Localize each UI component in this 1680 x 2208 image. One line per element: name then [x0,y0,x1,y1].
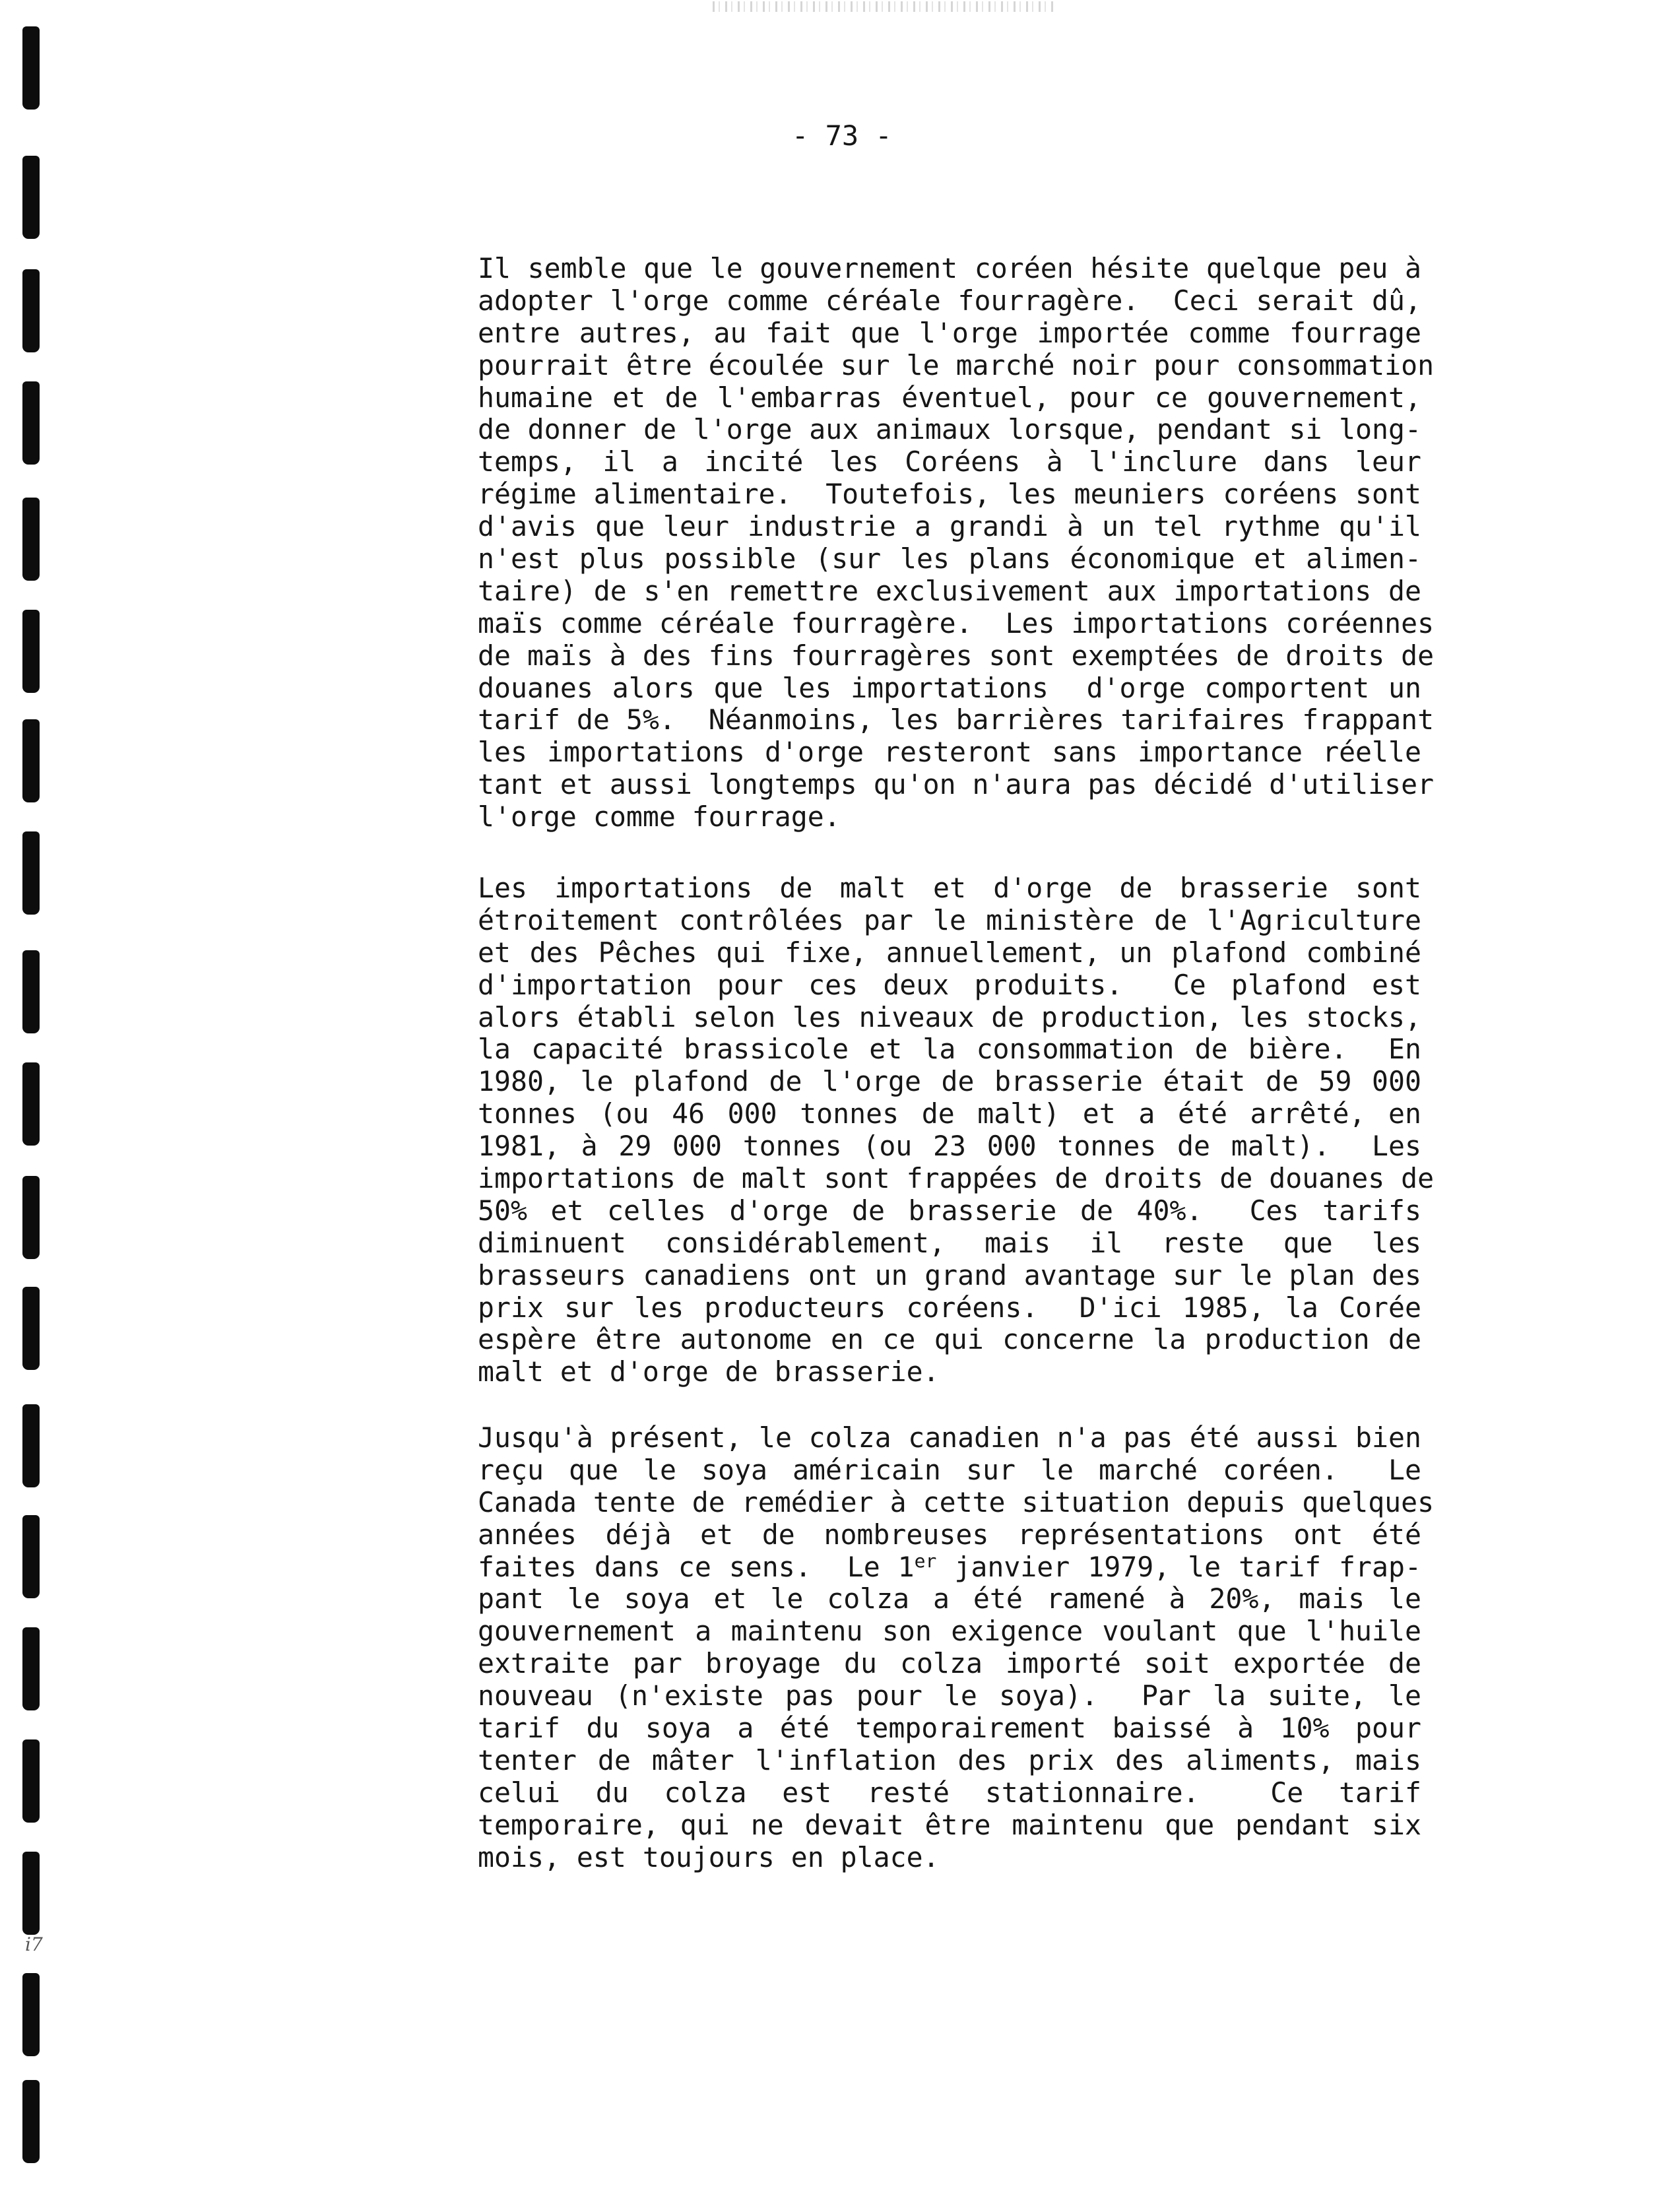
text-line: malt et d'orge de brasserie. [478,1355,940,1388]
binder-mark [22,26,40,110]
text-line: maïs comme céréale fourragère. Les importations coréennes [478,606,1435,639]
page-number: - 73 - [792,119,892,152]
text-line: celui du colza est resté stationnaire. Ce tarif [478,1776,1421,1809]
text-line: pourrait être écoulée sur le marché noir pour consommation [478,348,1435,381]
binder-mark [22,381,40,465]
text-line: taire) de s'en remettre exclusivement aux importations de [478,574,1421,607]
binder-mark [22,1627,40,1710]
text-line: tonnes (ou 46 000 tonnes de malt) et a été arrêté, en [478,1097,1421,1130]
text-line: nouveau (n'existe pas pour le soya). Par la suite, le [478,1679,1421,1712]
text-line: brasseurs canadiens ont un grand avantage sur le plan des [478,1258,1421,1291]
text-line: 50% et celles d'orge de brasserie de 40%. Ces tarifs [478,1194,1421,1227]
paragraph-barley [478,252,1435,833]
text-line: humaine et de l'embarras éventuel, pour ce gouvernement, [478,381,1421,414]
scan-noise [713,1,1056,12]
text-line: 1980, le plafond de l'orge de brasserie était de 59 000 [478,1065,1421,1098]
binder-mark [22,1176,40,1259]
text-line: de donner de l'orge aux animaux lorsque, pendant si long- [478,413,1421,446]
text-line: régime alimentaire. Toutefois, les meuniers coréens sont [478,478,1421,511]
binder-mark [22,2080,40,2163]
text-line: étroitement contrôlées par le ministère de l'Agriculture [478,903,1421,936]
text-line: Canada tente de remédier à cette situation depuis quelques [478,1485,1435,1518]
text-line: la capacité brassicole et la consommation de bière. En [478,1033,1421,1066]
text-line: les importations d'orge resteront sans importance réelle [478,736,1421,769]
text-line: gouvernement a maintenu son exigence voulant que l'huile [478,1615,1421,1648]
text-line: espère être autonome en ce qui concerne la production de [478,1323,1421,1356]
binder-mark [22,610,40,693]
text-line: n'est plus possible (sur les plans économique et alimen- [478,542,1421,575]
text-line: temps, il a incité les Coréens à l'inclure dans leur [478,445,1421,478]
text-line: tant et aussi longtemps qu'on n'aura pas décidé d'utiliser [478,768,1435,801]
text-line: mois, est toujours en place. [478,1840,940,1873]
text-line: entre autres, au fait que l'orge importée comme fourrage [478,316,1421,349]
binder-mark [22,156,40,239]
text-line: et des Pêches qui fixe, annuellement, un plafond combiné [478,936,1421,969]
text-line: de maïs à des fins fourragères sont exemptées de droits de [478,639,1435,672]
text-fragment: janvier 1979, le tarif frap- [936,1550,1421,1583]
text-line: prix sur les producteurs coréens. D'ici 1985, la Corée [478,1291,1421,1324]
text-line: d'avis que leur industrie a grandi à un tel rythme qu'il [478,510,1421,543]
text-line: tarif de 5%. Néanmoins, les barrières tarifaires frappant [478,703,1435,736]
binder-mark [22,1515,40,1598]
paragraph-malt [478,872,1435,1388]
text-line: pant le soya et le colza a été ramené à 20%, mais le [478,1582,1421,1615]
text-line: importations de malt sont frappées de droits de douanes de [478,1162,1435,1195]
text-line: 1981, à 29 000 tonnes (ou 23 000 tonnes de malt). Les [478,1130,1421,1163]
binder-mark [22,1404,40,1487]
binder-mark [22,719,40,802]
binder-mark [22,498,40,581]
binder-mark [22,1739,40,1823]
text-line-with-superscript [478,1551,1421,1584]
text-line: tenter de mâter l'inflation des prix des aliments, mais [478,1743,1421,1776]
text-line: années déjà et de nombreuses représentations ont été [478,1518,1421,1551]
text-line: d'importation pour ces deux produits. Ce plafond est [478,968,1421,1001]
text-line: reçu que le soya américain sur le marché coréen. Le [478,1453,1421,1486]
paragraph-canola [478,1421,1435,1873]
text-line: alors établi selon les niveaux de production, les stocks, [478,1000,1421,1033]
text-line: tarif du soya a été temporairement baissé à 10% pour [478,1712,1421,1745]
binder-mark [22,1852,40,1935]
margin-note: i7 [25,1933,43,1955]
text-line: douanes alors que les importations d'orge comportent un [478,671,1421,704]
text-line: Il semble que le gouvernement coréen hésite quelque peu à [478,252,1421,284]
text-line: adopter l'orge comme céréale fourragère. Ceci serait dû, [478,284,1421,317]
ordinal-superscript: er [914,1549,937,1572]
binder-mark [22,1062,40,1146]
text-line: temporaire, qui ne devait être maintenu que pendant six [478,1808,1421,1841]
text-line: Jusqu'à présent, le colza canadien n'a pas été aussi bien [478,1421,1421,1454]
binder-mark [22,1973,40,2056]
binder-mark [22,269,40,352]
text-fragment: faites dans ce sens. Le 1 [478,1550,915,1583]
binder-mark [22,831,40,915]
text-line: l'orge comme fourrage. [478,800,841,833]
binder-mark [22,950,40,1033]
text-line: diminuent considérablement, mais il reste que les [478,1226,1421,1259]
text-line: extraite par broyage du colza importé soit exportée de [478,1647,1421,1680]
text-line: Les importations de malt et d'orge de brasserie sont [478,872,1421,904]
binder-mark [22,1287,40,1370]
